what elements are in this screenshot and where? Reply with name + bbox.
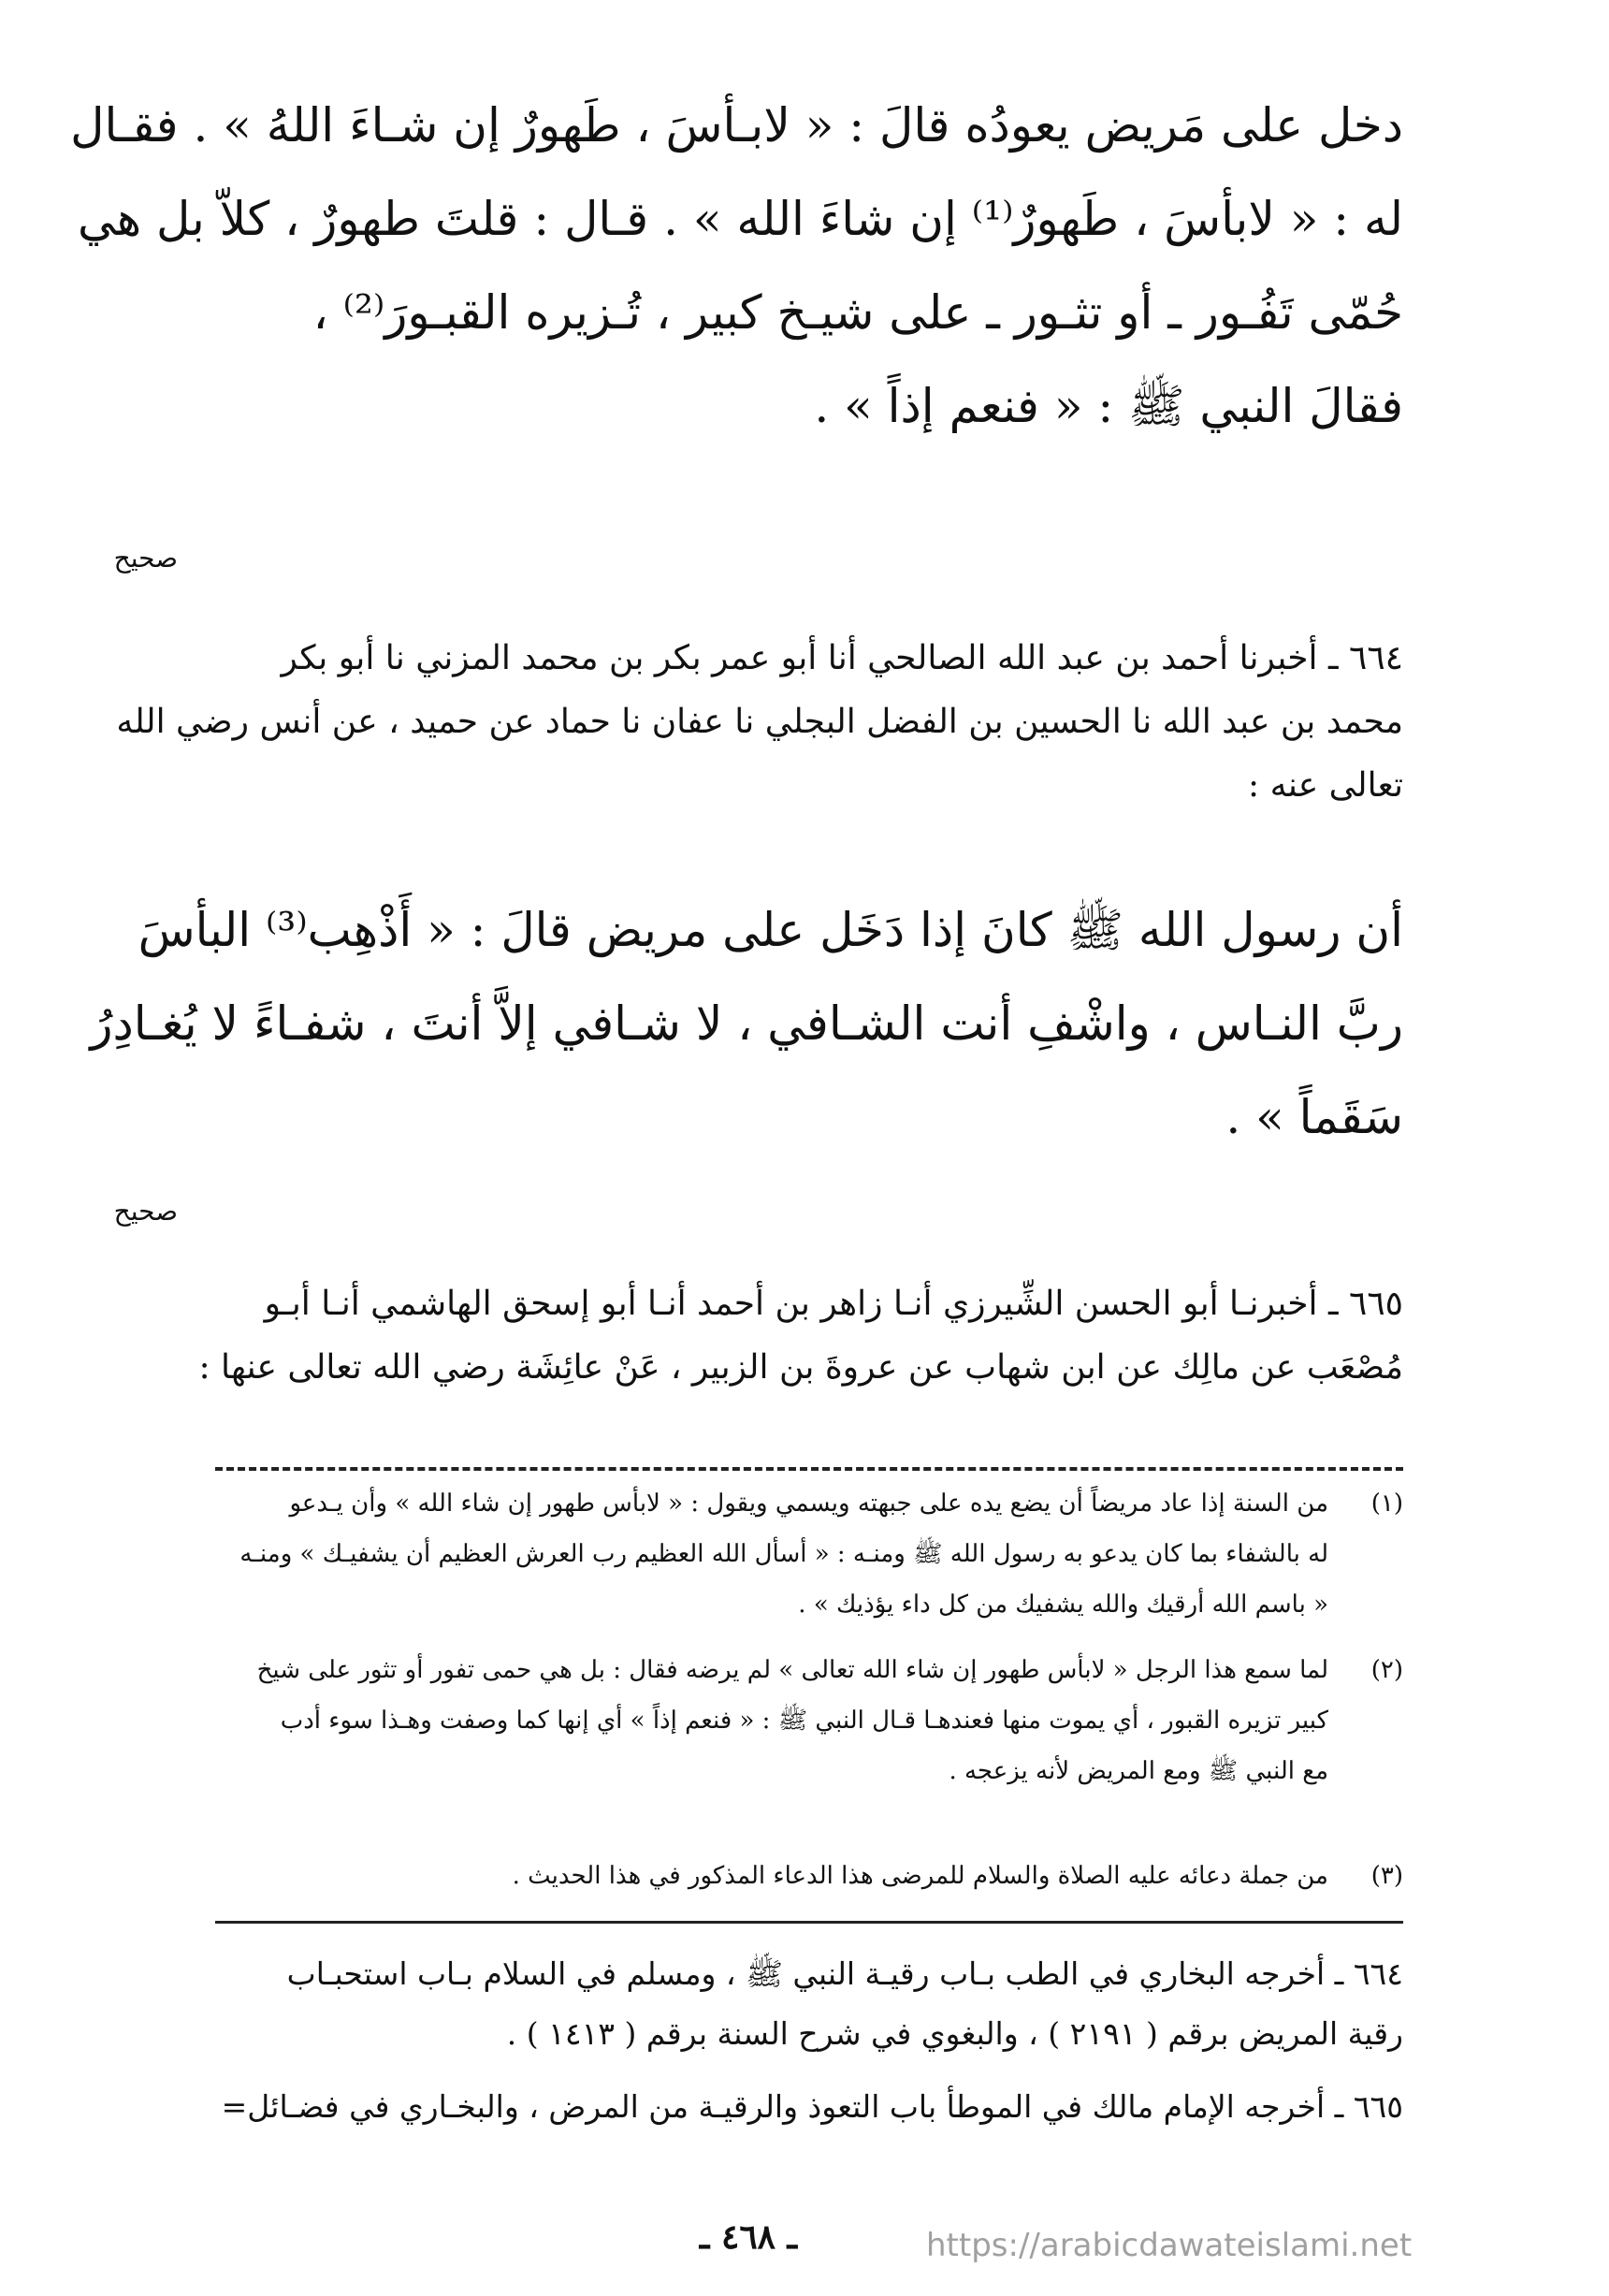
takhrij-line: ٦٦٥ ـ أخرجه الإمام مالك في الموطأ باب التعوذ والرقيـة من المرض ، والبخـاري في فضـائل=: [221, 2088, 1403, 2125]
hadith-665-isnad: [196, 1272, 1403, 1400]
text-line: ٦٦٤ ـ أخبرنا أحمد بن عبد الله الصالحي أنا أبو عمر بكر بن محمد المزني نا أبو بكر: [281, 639, 1403, 677]
footnote-line: له بالشفاء بما كان يدعو به رسول الله ﷺ ومنـه : « أسأل الله العظيم رب العرش العظيم أن يشفيـك » ومنـه: [239, 1540, 1328, 1568]
text-line: مُصْعَب عن مالِك عن ابن شهاب عن عروةَ بن الزبير ، عَنْ عائِشَة رضي الله تعالى عنها :: [198, 1348, 1403, 1387]
hadith-664-matn: [90, 883, 1403, 1164]
text-line: سَقَماً » .: [1225, 1090, 1403, 1144]
footnote-2: [187, 1645, 1403, 1804]
footnote-line: « باسم الله أرقيك والله يشفيك من كل داء يؤذيك » .: [798, 1591, 1328, 1619]
footnote-line: كبير تزيره القبور ، أي يموت منها فعندهـا قـال النبي ﷺ : « فنعم إذاً » أي إنها كما وصفت وهـذا سوء أدب: [280, 1707, 1328, 1735]
takhrij-section: [196, 1944, 1403, 2137]
grade-label: صحيح: [113, 543, 178, 574]
takhrij-line: رقية المريض برقم ( ٢١٩١ ) ، والبغوي في شرح السنة برقم ( ١٤١٣ ) .: [506, 2015, 1403, 2052]
text-line: ربَّ النـاس ، واشْفِ أنت الشـافي ، لا شـافي إلاَّ أنتَ ، شفـاءً لا يُغـادِرُ: [90, 996, 1403, 1051]
text-line: فقالَ النبي ﷺ : « فنعم إذاً » .: [814, 379, 1403, 433]
page-number: ـ ٤٦٨ ـ: [699, 2217, 798, 2257]
footnote-line: مع النبي ﷺ ومع المريض لأنه يزعجه .: [949, 1757, 1328, 1785]
footnote-line: من السنة إذا عاد مريضاً أن يضع يده على جبهته ويسمي ويقول : « لابأس طهور إن شاء الله » وأن يـدعو: [289, 1489, 1328, 1518]
takhrij-separator: [215, 1921, 1403, 1924]
footnote-number: (٣): [1370, 1862, 1403, 1890]
footnote-3: [187, 1851, 1403, 1907]
watermark-url: https://arabicdawateislami.net: [926, 2227, 1413, 2264]
hadith-663-matn: [70, 79, 1403, 453]
text-line: محمد بن عبد الله نا الحسين بن الفضل البجلي نا عفان نا حماد عن حميد ، عن أنس رضي الله: [116, 703, 1403, 741]
footnote-1: [187, 1478, 1403, 1637]
grade-label: صحيح: [113, 1196, 178, 1227]
text-line: تعالى عنه :: [1248, 766, 1403, 805]
footnote-number: (١): [1370, 1489, 1403, 1518]
footnote-separator: [215, 1467, 1403, 1471]
takhrij-line: ٦٦٤ ـ أخرجه البخاري في الطب بـاب رقيـة النبي ﷺ ، ومسلم في السلام بـاب استحبـاب: [286, 1955, 1403, 1992]
text-line: أن رسول الله ﷺ كانَ إذا دَخَل على مريض قالَ : « أَذْهِب⁽³⁾ البأسَ: [138, 903, 1403, 957]
text-line: دخل على مَريض يعودُه قالَ : « لابـأسَ ، طَهورٌ إن شـاءَ اللهُ » . فقـال: [70, 98, 1403, 153]
footnote-number: (٢): [1370, 1656, 1403, 1684]
text-line: حُمّى تَفُـور ـ أو تثـور ـ على شيـخ كبير ، تُـزيره القبـورَ⁽²⁾ ،: [312, 285, 1403, 340]
text-line: له : « لابأسَ ، طَهورٌ⁽¹⁾ إن شاءَ الله » . قـال : قلتَ طهورٌ ، كلاّ بل هي: [78, 192, 1403, 246]
footnote-line: من جملة دعائه عليه الصلاة والسلام للمرضى هذا الدعاء المذكور في هذا الحديث .: [512, 1862, 1328, 1890]
footnote-line: لما سمع هذا الرجل « لابأس طهور إن شاء الله تعالى » لم يرضه فقال : بل هي حمى تفور أو تثور على شيخ: [256, 1656, 1328, 1684]
text-line: ٦٦٥ ـ أخبرنـا أبو الحسن الشِّيرزي أنـا زاهر بن أحمد أنـا أبو إسحق الهاشمي أنـا أبـو: [264, 1285, 1403, 1323]
hadith-664-isnad: [116, 627, 1403, 818]
